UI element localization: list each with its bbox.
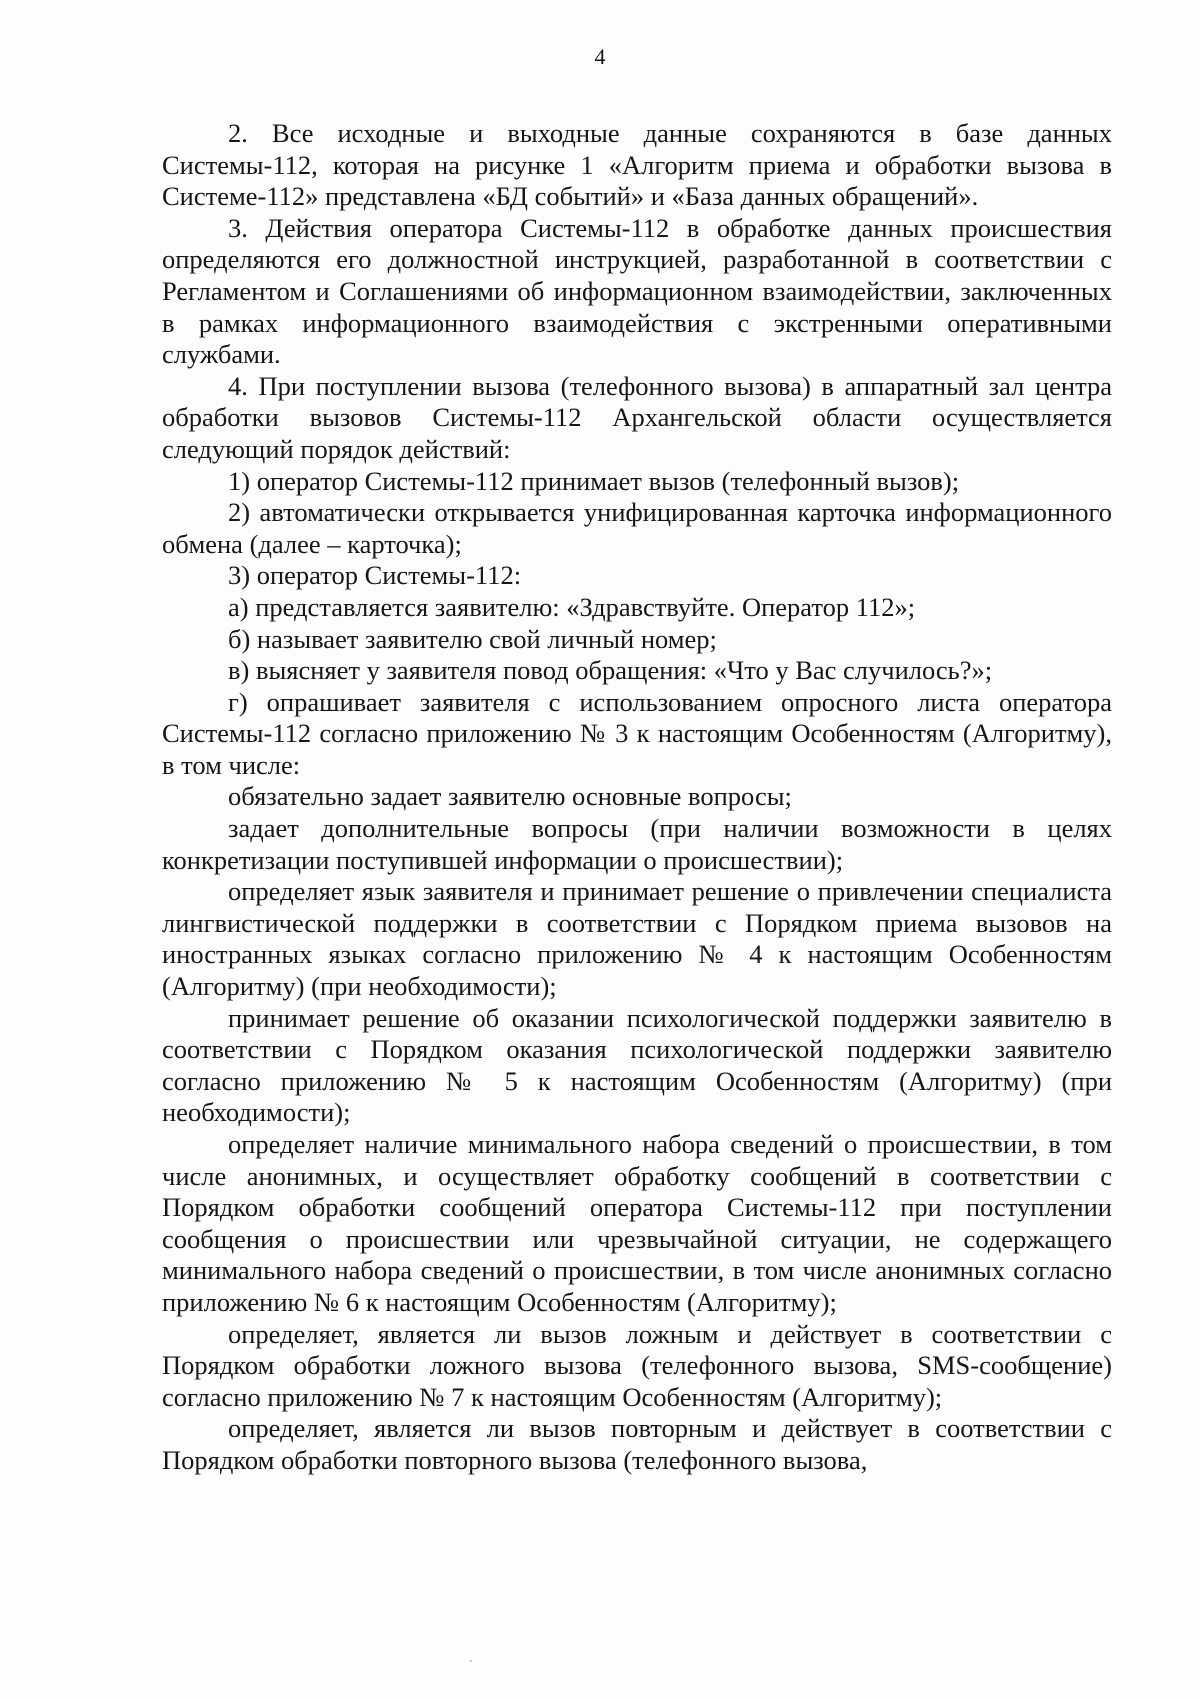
action-repeat-call: определяет, является ли вызов повторным и действует в соответствии с Порядком обработки повторного вызова (телефонного вызова,: [162, 1413, 1112, 1475]
paragraph-4: 4. При поступлении вызова (телефонного вызова) в аппаратный зал центра обработки вызовов Системы-112 Архангельской области осуществляется следующий порядок действий:: [162, 370, 1112, 464]
action-language: определяет язык заявителя и принимает решение о привлечении специалиста лингвистической поддержки в соответствии с Порядком приема вызовов на иностранных языках согласно приложению № 4 к настоящим Особенностям (Алгоритму) (при необходимости);: [162, 876, 1112, 1002]
list-item-2: 2) автоматически открывается унифицированная карточка информационного обмена (далее – карточка);: [162, 497, 1112, 559]
action-minimal-info: определяет наличие минимального набора сведений о происшествии, в том числе анонимных, и осуществляет обработку сообщений в соответствии с Порядком обработки сообщений оператора Системы-112 при поступлении сообщения о происшествии или чрезвычайной ситуации, не содержащего минимального набора сведений о происшествии, в том числе анонимных согласно приложению № 6 к настоящим Особенностям (Алгоритму);: [162, 1129, 1112, 1317]
scan-dot: [470, 1660, 472, 1662]
list-item-3: 3) оператор Системы-112:: [228, 560, 522, 591]
action-basic-questions: обязательно задает заявителю основные вопросы;: [228, 781, 792, 812]
list-item-1: 1) оператор Системы-112 принимает вызов (телефонный вызов);: [228, 465, 960, 496]
action-false-call: определяет, является ли вызов ложным и действует в соответствии с Порядком обработки ложного вызова (телефонного вызова, SMS-сообщение) согласно приложению № 7 к настоящим Особенностям (Алгоритму);: [162, 1318, 1112, 1412]
document-body: [162, 118, 1112, 1477]
list-item-a: а) представляется заявителю: «Здравствуйте. Оператор 112»;: [228, 591, 916, 622]
page-number: 4: [594, 44, 606, 69]
list-item-b: б) называет заявителю свой личный номер;: [228, 623, 717, 654]
paragraph-3: 3. Действия оператора Системы-112 в обработке данных происшествия определяются его должностной инструкцией, разработанной в соответствии с Регламентом и Соглашениями об информационном взаимодействии, заключенных в рамках информационного взаимодействия с экстренными оперативными службами.: [162, 212, 1112, 370]
list-item-v: в) выясняет у заявителя повод обращения: «Что у Вас случилось?»;: [228, 655, 993, 686]
paragraph-2: 2. Все исходные и выходные данные сохраняются в базе данных Системы-112, которая на рисунке 1 «Алгоритм приема и обработки вызова в Системе-112» представлена «БД событий» и «База данных обращений».: [162, 118, 1112, 212]
action-additional-questions: задает дополнительные вопросы (при наличии возможности в целях конкретизации поступившей информации о происшествии);: [162, 813, 1112, 875]
action-psychological-support: принимает решение об оказании психологической поддержки заявителю в соответствии с Порядком оказания психологической поддержки заявителю согласно приложению № 5 к настоящим Особенностям (Алгоритму) (при необходимости);: [162, 1002, 1112, 1128]
list-item-g: г) опрашивает заявителя с использованием опросного листа оператора Системы-112 согласно приложению № 3 к настоящим Особенностям (Алгоритму), в том числе:: [162, 686, 1112, 780]
